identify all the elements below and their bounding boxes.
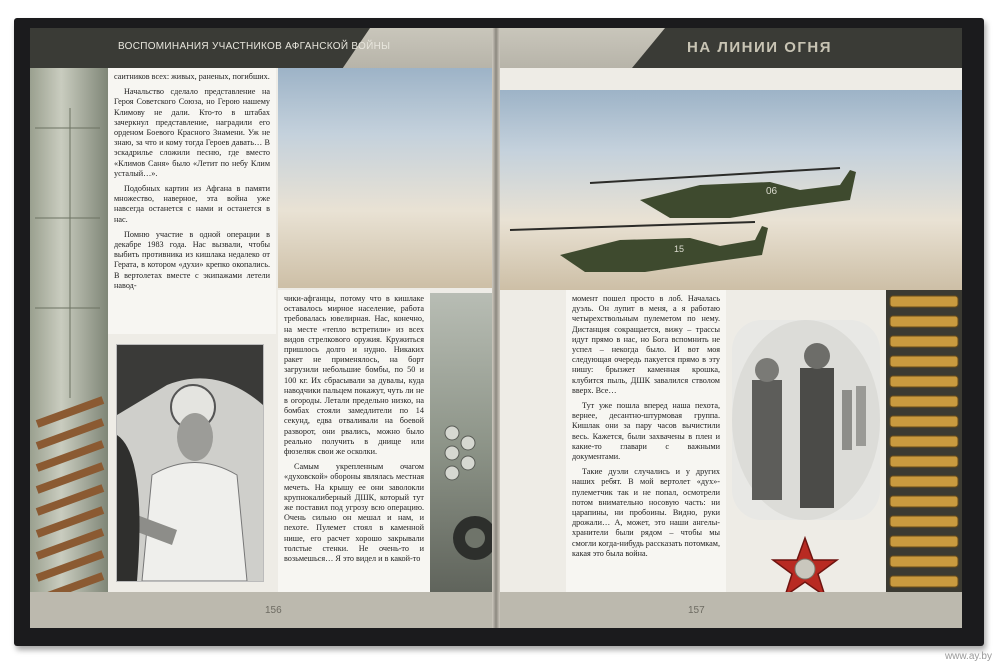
page-number-right: 157	[688, 605, 705, 616]
pilot-portrait-photo	[116, 344, 264, 582]
fuselage-illustration	[30, 68, 108, 598]
paragraph: саитников всех: живых, раненых, погибших.	[114, 72, 270, 81]
right-header-title: НА ЛИНИИ ОГНЯ	[687, 39, 832, 56]
left-text-column-2	[278, 290, 430, 598]
heli-marking-front: 06	[766, 186, 778, 197]
paragraph: Самым укрепленным очагом «духовской» обороны являлась местная мечеть. На крышу ее они заволокли крупнокалиберный ДШК, который тут же поставил под угрозу всю операцию. Очень сильно он мешал и нам, и пехоте. Пулемет стоял в каменной нише, его расчет хорошо закрывали толстые стенки. Не очень-то и возьмешься… Я это видел и в какой-то	[284, 462, 424, 564]
red-star-medal	[770, 536, 840, 598]
left-header-title: ВОСПОМИНАНИЯ УЧАСТНИКОВ АФГАНСКОЙ ВОЙНЫ	[118, 41, 391, 52]
paragraph: Подобных картин из Афгана в памяти множество, наверное, эта война уже навсегда останется с нами и останется в нас.	[114, 184, 270, 224]
right-footer-band	[500, 592, 962, 628]
left-sky-photo	[278, 68, 493, 288]
paragraph: момент пошел просто в лоб. Началась дуэль. Он лупит в меня, а я работаю четырехствольным пулеметом по нему. Дистанция сокращается, вижу – трассы идут прямо в нас, но Бога вспомнить не успел – некогда было. И вот моя следующая очередь пакуется прямо в эту нишу: брызжет каменная крошка, клубится пыль, ДШК завалился стволом вверх. Все…	[572, 294, 720, 395]
paragraph: Такие дуэли случались и у других наших ребят. В мой вертолет «дух»-пулеметчик так и не попал, осмотрели потом внимательно носовую часть: ни царапины, ни пробоины. Видно, руки дрожали… А, может, это наши ангелы-хранители были рядом – чтобы мы смогли когда-нибудь рассказать потомкам, какая это была война.	[572, 467, 720, 558]
pilot-portrait-illustration	[117, 345, 263, 581]
red-star-icon	[770, 536, 840, 598]
heli-marking-rear: 15	[674, 244, 685, 254]
left-footer-band	[30, 592, 493, 628]
watermark: www.ay.by	[944, 651, 992, 662]
ammunition-belt-illustration	[886, 290, 962, 598]
paragraph: Тут уже пошла вперед наша пехота, вернее, десантно-штурмовая группа. Кишлак они за пару часов вычистили весь. Кажется, были захвачены в плен и какие-то главари с важными документами.	[572, 401, 720, 462]
paragraph: Помню участие в одной операции в декабре 1983 года. Нас вызвали, чтобы выбить противника из кишлака недалеко от Герата, в котором «духи» крепко окопались. В вертолетах вместе с экипажами летели навод-	[114, 229, 270, 290]
paragraph: Начальство сделало представление на Героя Советского Союза, но Герою нашему Климову не дали. Кто-то в штабах зачеркнул представление, наградили его орденом Боевого Красного Знамени. Уж не знаю, за что и кому тогда Героев давать… В эскадрилье сложили песню, где вместо «Климов Саня» было «Летит по небу Клим усталый…».	[114, 87, 270, 178]
fuselage-photo	[30, 68, 108, 598]
rocket-pod-photo	[430, 293, 493, 598]
paragraph: чики-афганцы, потому что в кишлаке оставалось мирное население, работа требовалась ювелирная. Нас, конечно, на месте «тепло встретили» из всех видов стрелкового оружия. Кружиться пришлось долго и нудно. Никаких ракет не применялось, на борт загрузили небольшие бомбы, по 50 и 100 кг. Их сбрасывали за дувалы, куда наводчики пальцем покажут, чуть ли не в огороды. Летали предельно низко, на бомбах стояли замедлители по 14 секунд, едва отваливали на боевой разворот, они рвались, можно было реально получить в днище или фюзеляж свои же осколки.	[284, 294, 424, 457]
left-text-column-1	[108, 68, 276, 334]
right-text-column	[566, 290, 726, 598]
helicopters-photo	[500, 90, 962, 290]
award-ceremony-photo	[732, 320, 880, 520]
rocket-pod-illustration	[430, 293, 493, 598]
left-page	[30, 28, 493, 628]
award-ceremony-illustration	[732, 320, 880, 520]
right-page	[500, 28, 962, 628]
book-spine	[492, 28, 500, 628]
ammunition-belt-photo	[886, 290, 962, 598]
page-number-left: 156	[265, 605, 282, 616]
helicopters-illustration	[500, 90, 962, 290]
